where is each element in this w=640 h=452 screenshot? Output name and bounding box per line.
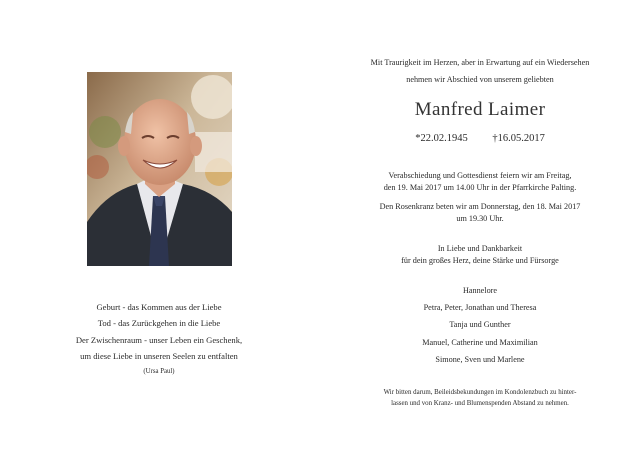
intro-line: nehmen wir Abschied von unserem geliebten	[406, 74, 554, 84]
birth-date: *22.02.1945	[415, 133, 468, 144]
deceased-name: Manfred Laimer	[414, 99, 546, 120]
poem-line: Tod - das Zurückgehen in die Liebe	[97, 318, 221, 329]
closing-line: Wir bitten darum, Beileidsbekundungen im Kondolenzbuch zu hinter-	[383, 389, 577, 396]
closing-line: lassen und von Kranz- und Blumenspenden Abstand zu nehmen.	[391, 399, 569, 407]
gratitude-text	[330, 243, 630, 266]
death-date: †16.05.2017	[492, 133, 545, 144]
poem-credit: (Ursa Paul)	[143, 367, 175, 375]
closing-note	[330, 388, 630, 409]
rosary-info	[330, 201, 630, 224]
poem	[40, 299, 278, 378]
rosary-line: Den Rosenkranz beten wir am Donnerstag, den 18. Mai 2017	[379, 202, 581, 211]
poem-line: Geburt - das Kommen aus der Liebe	[96, 302, 222, 312]
portrait-photo-icon	[87, 72, 232, 266]
life-dates	[330, 133, 630, 144]
service-line: Verabschiedung und Gottesdienst feiern wir am Freitag,	[388, 171, 572, 180]
service-line: den 19. Mai 2017 um 14.00 Uhr in der Pfarrkirche Palting.	[383, 182, 577, 192]
portrait-photo	[87, 72, 232, 266]
gratitude-line: In Liebe und Dankbarkeit	[437, 244, 523, 253]
intro-text	[330, 55, 630, 88]
family-member: Simone, Sven und Marlene	[435, 354, 525, 364]
rosary-line: um 19.30 Uhr.	[456, 213, 504, 223]
family-member: Petra, Peter, Jonathan und Theresa	[423, 303, 537, 313]
intro-line: Mit Traurigkeit im Herzen, aber in Erwartung auf ein Wiedersehen	[370, 58, 590, 67]
family-list	[330, 282, 630, 368]
family-member: Manuel, Catherine und Maximilian	[422, 337, 538, 347]
family-member: Hannelore	[462, 286, 498, 295]
poem-line: Der Zwischenraum - unser Leben ein Geschenk,	[75, 334, 243, 345]
poem-line: um diese Liebe in unseren Seelen zu entfalten	[80, 351, 238, 362]
gratitude-line: für dein großes Herz, deine Stärke und Fürsorge	[401, 255, 559, 265]
service-info	[330, 170, 630, 193]
family-member: Tanja und Gunther	[449, 320, 511, 330]
